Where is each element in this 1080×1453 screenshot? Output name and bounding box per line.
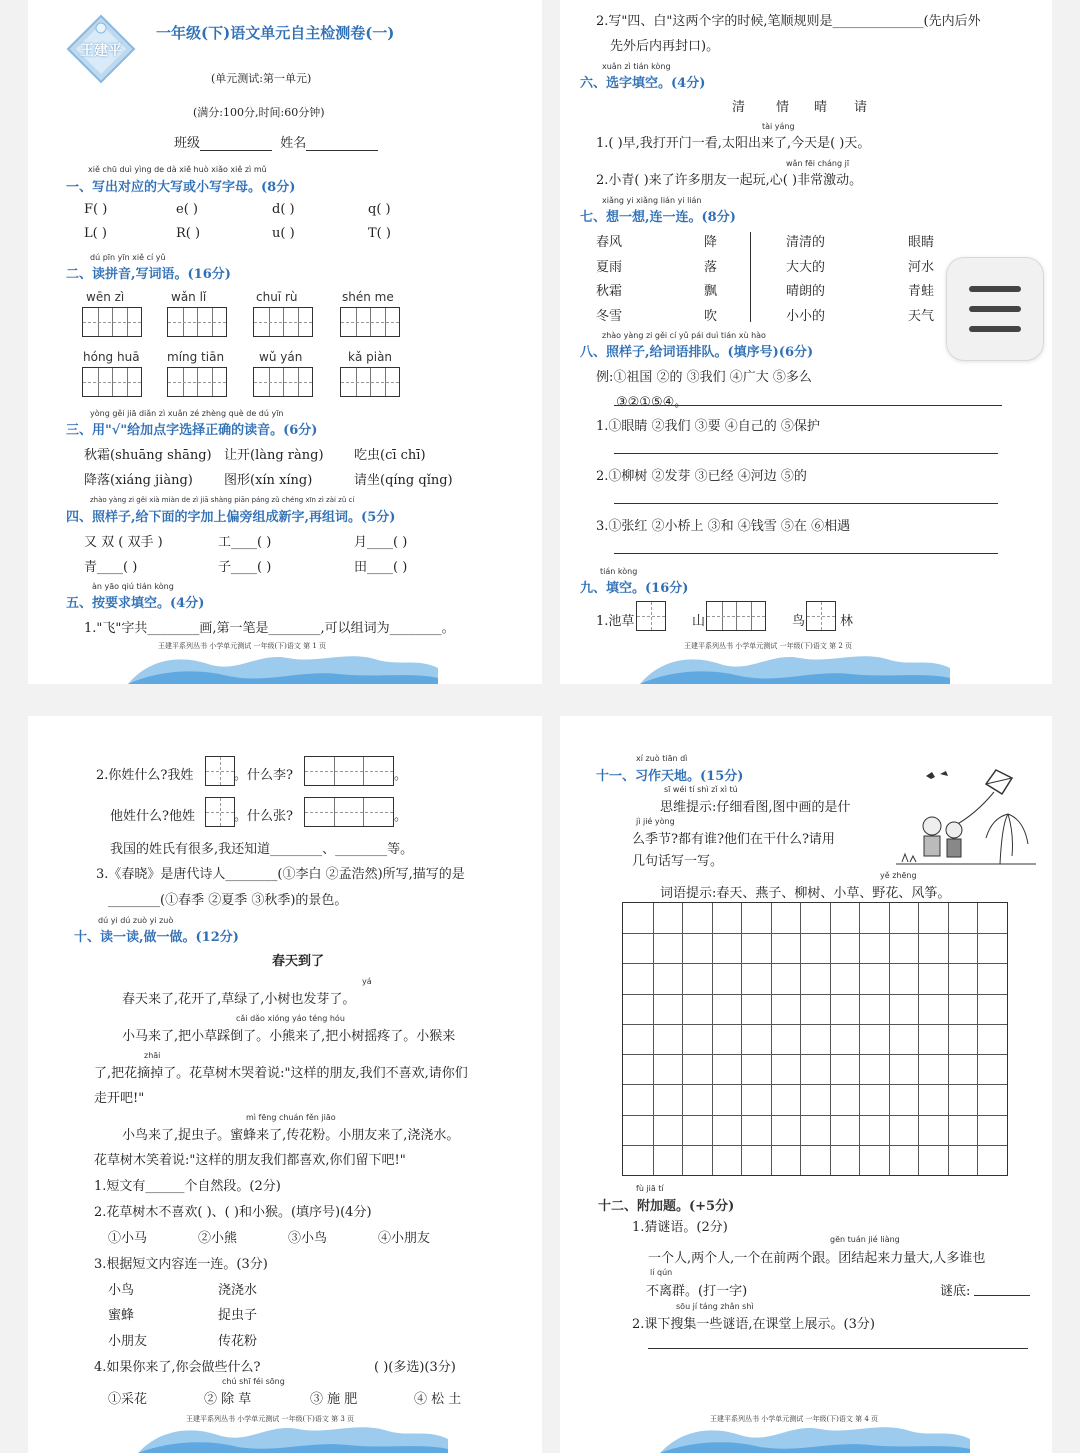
r2-option: ①小马: [108, 1231, 148, 1246]
s11-pinyin: xí zuò tiān dì: [636, 754, 688, 763]
answer-grid[interactable]: [304, 756, 394, 786]
s2-heading: 二、读拼音,写词语。(16分): [66, 267, 231, 282]
r3-right: 捉虫子: [218, 1308, 258, 1323]
writing-tip: 几句话写一写。: [632, 854, 724, 869]
floating-menu-button[interactable]: [946, 257, 1044, 361]
footer-wave: [660, 1421, 970, 1453]
r4-option: ④ 松 土: [414, 1392, 462, 1407]
s5-question-1: 1."飞"字共________画,第一笔是________,可以组词为________。: [84, 621, 455, 636]
answer-line[interactable]: [974, 1295, 1030, 1296]
grid-line: [623, 1024, 1007, 1025]
s7-word: 青蛙: [908, 284, 935, 299]
answer-grid[interactable]: [167, 367, 227, 397]
grid-line: [623, 1084, 1007, 1085]
s7-word: 秋霜: [596, 284, 623, 299]
answer-grid[interactable]: [82, 367, 142, 397]
s9-q1-label: 山: [692, 614, 706, 629]
answer-grid[interactable]: [167, 307, 227, 337]
s9-q1-label: 林: [840, 614, 854, 629]
riddle-collect-question: 2.课下搜集一些谜语,在课堂上展示。(3分): [632, 1317, 875, 1332]
answer-grid[interactable]: [304, 797, 394, 827]
s4-item: 又 双 ( 双手 ): [84, 535, 163, 550]
story-title: 春天到了: [272, 954, 325, 969]
grid-line: [800, 903, 801, 1175]
s1-item: q( ): [368, 202, 391, 217]
footer-wave: [128, 648, 438, 684]
s10-pinyin: dú yi dú zuò yi zuò: [98, 916, 174, 925]
name-label: 姓名: [280, 136, 307, 151]
q2-surname-line1b: 。什么李?: [234, 768, 293, 783]
answer-line[interactable]: [614, 453, 998, 454]
exam-title: 一年级(下)语文单元自主检测卷(一): [156, 24, 395, 42]
s9-heading: 九、填空。(16分): [580, 581, 689, 596]
answer-grid[interactable]: [82, 307, 142, 337]
riddle-text: 不离群。(打一字): [646, 1284, 748, 1299]
s3-item: 让开(làng ràng): [224, 448, 324, 463]
q2-text-continued: 先外后内再封口)。: [610, 39, 720, 54]
story-paragraph: 花草树木笑着说:"这样的朋友我们都喜欢,你们留下吧!": [94, 1153, 406, 1168]
grid-line: [623, 1054, 1007, 1055]
s7-divider: [750, 232, 751, 322]
exam-subtitle: (单元测试:第一单元): [211, 72, 312, 85]
r4-option: ② 除 草: [204, 1392, 252, 1407]
s6-pinyin: xuǎn zì tián kòng: [602, 62, 671, 71]
grid-line: [977, 903, 978, 1175]
riddle-pinyin: gēn tuán jié liàng: [830, 1235, 900, 1244]
riddle-text: 一个人,两个人,一个在前两个跟。团结起来力量大,人多谁也: [648, 1251, 986, 1266]
grid-line: [830, 903, 831, 1175]
s7-pinyin: xiǎng yi xiǎng lián yi lián: [602, 196, 702, 205]
page-footer: 王建平系列丛书 小学单元测试 一年级(下)语文 第 1 页: [158, 642, 327, 650]
answer-line[interactable]: [614, 553, 998, 554]
s4-item: 青____( ): [84, 560, 138, 575]
class-label: 班级: [174, 136, 201, 151]
grid-line: [623, 994, 1007, 995]
s7-heading: 七、想一想,连一连。(8分): [580, 210, 736, 225]
s7-word: 小小的: [786, 309, 826, 324]
q3-line1: 3.《春晓》是唐代诗人________(①李白 ②孟浩然)所写,描写的是: [96, 867, 465, 882]
r3-left: 小鸟: [108, 1283, 135, 1298]
grid-line: [623, 963, 1007, 964]
reading-question-4: 4.如果你来了,你会做些什么?: [94, 1360, 261, 1375]
s8-heading: 八、照样子,给词语排队。(填序号)(6分): [580, 345, 814, 360]
s2-pinyin-prompt: shén me: [342, 290, 394, 304]
r4-option: ③ 施 肥: [310, 1392, 358, 1407]
writing-tip: 么季节?都有谁?他们在干什么?请用: [632, 832, 835, 847]
r2-option: ④小朋友: [378, 1231, 431, 1246]
s10-heading: 十、读一读,做一做。(12分): [74, 930, 239, 945]
answer-line[interactable]: [648, 1348, 1028, 1349]
grid-line: [623, 1115, 1007, 1116]
s4-item: 田____( ): [354, 560, 408, 575]
p5-pinyin: mì fēng chuán fěn jiāo: [246, 1113, 336, 1122]
s3-item: 降落(xiáng jiàng): [84, 473, 193, 488]
s5-pinyin: àn yāo qiú tián kòng: [92, 582, 174, 591]
exam-page-3: 2.你姓什么?我姓 。什么李? 。 他姓什么?他姓 。什么张? 。 我国的姓氏有很多,我还知道________、________等。 3.《春晓》是唐代诗人________(①李白 ②孟浩然)所写,描写的是 ________(①春季 ②夏季 ③秋季)的景色。 dú yi dú zuò yi zuò 十、读一读,做一做。(12分) 春天到了 yá 春天来了,花开了,草绿了,小树也发芽了。 cǎi dǎo xióng yáo téng hóu 小马来了,把小草踩倒了。小熊来了,把小树摇疼了。小猴来 zhāi 了,把花摘掉了。花草树木哭着说:"这样的朋友,我们不喜欢,请你们 走开吧!" mì fēng chuán fěn jiāo 小鸟来了,捉虫子。蜜蜂来了,传花粉。小朋友来了,浇浇水。 花草树木笑着说:"这样的朋友我们都喜欢,你们留下吧!" 1.短文有______个自然段。(2分) 2.花草树木不喜欢( )、( )和小猴。(填序号)(4分) ①小马 ②小熊 ③小鸟 ④小朋友 3.根据短文内容连一连。(3分) 小鸟 蜜蜂 小朋友 浇浇水 捉虫子 传花粉 4.如果你来了,你会做些什么? ( )(多选)(3分) chú shī féi sōng ①采花 ② 除 草 ③ 施 肥 ④ 松 土 王建平系列丛书 小学单元测试 一年级(下)语文 第 3 页: [28, 716, 542, 1453]
grid-line: [712, 903, 713, 1175]
s6-word: 晴: [814, 100, 828, 115]
s1-heading: 一、写出对应的大写或小写字母。(8分): [66, 180, 296, 195]
s12-pinyin: fù jiā tí: [636, 1184, 664, 1193]
score-time: (满分:100分,时间:60分钟): [193, 106, 325, 119]
s7-word: 落: [704, 260, 718, 275]
s2-pinyin-prompt: míng tiān: [167, 350, 225, 364]
exam-page-4: [560, 716, 1052, 1453]
story-paragraph: 小鸟来了,捉虫子。蜜蜂来了,传花粉。小朋友来了,浇浇水。: [122, 1128, 460, 1143]
s8-question-3: 3.①张红 ②小桥上 ③和 ④钱雪 ⑤在 ⑥相遇: [596, 519, 851, 534]
s3-heading: 三、用"√"给加点字选择正确的读音。(6分): [66, 423, 318, 438]
r3-left: 小朋友: [108, 1334, 148, 1349]
s4-item: 工____( ): [218, 535, 272, 550]
s3-item: 秋霜(shuāng shāng): [84, 448, 212, 463]
page-footer: 王建平系列丛书 小学单元测试 一年级(下)语文 第 4 页: [710, 1415, 879, 1423]
grid-line: [771, 903, 772, 1175]
r4-pinyin: chú shī féi sōng: [222, 1377, 285, 1386]
s1-item: T( ): [368, 226, 391, 241]
kite-flying-illustration: [896, 764, 1036, 868]
grid-line: [918, 903, 919, 1175]
s1-item: F( ): [84, 202, 108, 217]
riddle-pinyin-2: lí qún: [650, 1268, 673, 1277]
s1-item: d( ): [272, 202, 295, 217]
answer-box[interactable]: [636, 601, 666, 631]
grid-line: [623, 1145, 1007, 1146]
logo-text: 王建平: [80, 43, 122, 59]
s7-word: 冬雪: [596, 309, 623, 324]
answer-grid[interactable]: [340, 307, 400, 337]
s5-heading: 五、按要求填空。(4分): [66, 596, 205, 611]
s2-pinyin-prompt: hóng huā: [83, 350, 140, 364]
story-paragraph: 小马来了,把小草踩倒了。小熊来了,把小树摇疼了。小猴来: [122, 1029, 456, 1044]
tip-pinyin-1: sī wéi tí shì zǐ xì tú: [664, 785, 738, 794]
s6-word: 清: [732, 100, 746, 115]
s8-pinyin: zhào yàng zi gěi cí yǔ pái duì tián xù hào: [602, 331, 766, 340]
exam-page-1: [28, 0, 542, 684]
answer-line[interactable]: [614, 405, 1002, 406]
q2-surname-line1a: 2.你姓什么?我姓: [96, 768, 194, 783]
grid-line: [682, 903, 683, 1175]
answer-grid[interactable]: [253, 367, 313, 397]
r2-option: ②小熊: [198, 1231, 238, 1246]
s7-word: 吹: [704, 309, 718, 324]
grid-line: [859, 903, 860, 1175]
p3-pinyin: zhāi: [144, 1051, 161, 1060]
page-footer: 王建平系列丛书 小学单元测试 一年级(下)语文 第 3 页: [186, 1415, 355, 1423]
footer-wave: [138, 1421, 448, 1453]
s2-pinyin-prompt: chuī rù: [256, 290, 298, 304]
s6-question-2: 2.小青( )来了许多朋友一起玩,心( )非常激动。: [596, 173, 863, 188]
s3-item: 图形(xín xíng): [224, 473, 313, 488]
r4-option: ①采花: [108, 1392, 148, 1407]
s9-pinyin: tián kòng: [600, 567, 638, 576]
answer-line[interactable]: [614, 503, 998, 504]
s3-pinyin: yòng gěi jiā diǎn zì xuǎn zé zhèng què de dú yīn: [90, 409, 284, 418]
s3-item: 吃虫(cī chī): [354, 448, 426, 463]
s8-question-1: 1.①眼睛 ②我们 ③要 ④自己的 ⑤保护: [596, 419, 820, 434]
grid-line: [653, 903, 654, 1175]
s4-pinyin: zhào yàng zi gěi xià miàn de zì jiā shàng piān páng zǔ chéng xīn zì zài zǔ cí: [90, 496, 355, 504]
s8-question-2: 2.①柳树 ②发芽 ③已经 ④河边 ⑤的: [596, 469, 807, 484]
story-paragraph: 春天来了,花开了,草绿了,小树也发芽了。: [122, 992, 356, 1007]
tip-pinyin-2: jì jié yòng: [636, 817, 675, 826]
answer-grid[interactable]: [253, 307, 313, 337]
s6-heading: 六、选字填空。(4分): [580, 76, 706, 91]
answer-box[interactable]: [806, 601, 836, 631]
hint-pinyin: yě zhēng: [880, 871, 917, 880]
s12-heading: 十二、附加题。(+5分): [598, 1199, 735, 1214]
s7-word: 眼睛: [908, 235, 935, 250]
q2-pinyin: sōu jí táng zhǎn shì: [676, 1302, 754, 1311]
s1-pinyin: xiě chū duì yìng de dà xiě huò xiǎo xiě zì mǔ: [88, 165, 267, 174]
s9-q1-label: 1.池草: [596, 614, 635, 629]
s7-word: 大大的: [786, 260, 826, 275]
s2-pinyin-prompt: wǎn lǐ: [171, 290, 207, 304]
r3-right: 浇浇水: [218, 1283, 258, 1298]
s6-word: 情: [776, 100, 790, 115]
s7-word: 夏雨: [596, 260, 623, 275]
s4-item: 子____( ): [218, 560, 272, 575]
s3-item: 请坐(qíng qǐng): [354, 473, 453, 488]
r3-right: 传花粉: [218, 1334, 258, 1349]
s7-word: 清清的: [786, 235, 826, 250]
r2-option: ③小鸟: [288, 1231, 328, 1246]
q2-text: 2.写"四、白"这两个字的时候,笔顺规则是______________(先内后外: [596, 14, 981, 29]
story-paragraph: 走开吧!": [94, 1091, 145, 1106]
q2-surnames-known: 我国的姓氏有很多,我还知道________、________等。: [110, 842, 414, 857]
composition-grid[interactable]: [622, 902, 1008, 1176]
answer-box[interactable]: [205, 756, 235, 786]
s4-item: 月____( ): [354, 535, 408, 550]
s2-pinyin-prompt: wēn zì: [86, 290, 125, 304]
s6-q2-pinyin: wǎn fēi cháng jī: [786, 159, 850, 168]
logo: [66, 14, 136, 84]
footer-wave: [640, 648, 950, 684]
r3-left: 蜜蜂: [108, 1308, 135, 1323]
riddle-question: 1.猜谜语。(2分): [632, 1220, 728, 1235]
p1-pinyin: yá: [362, 977, 372, 986]
s7-word: 飘: [704, 284, 718, 299]
s7-word: 晴朗的: [786, 284, 826, 299]
answer-grid[interactable]: [340, 367, 400, 397]
reading-question-3: 3.根据短文内容连一连。(3分): [94, 1257, 268, 1272]
grid-line: [948, 903, 949, 1175]
s6-q1-pinyin: tài yáng: [762, 122, 795, 131]
s2-pinyin: dú pīn yīn xiě cí yǔ: [90, 253, 166, 262]
p2-pinyin: cǎi dǎo xióng yáo téng hóu: [236, 1014, 345, 1023]
riddle-answer-label: 谜底:: [940, 1284, 971, 1299]
s1-item: R( ): [176, 226, 201, 241]
class-field: [174, 132, 378, 151]
writing-tip: 思维提示:仔细看图,图中画的是什: [660, 800, 851, 815]
grid-line: [889, 903, 890, 1175]
s1-item: L( ): [84, 226, 107, 241]
s1-item: u( ): [272, 226, 295, 241]
grid-line: [623, 933, 1007, 934]
s2-pinyin-prompt: wǔ yán: [259, 350, 303, 364]
reading-question-1: 1.短文有______个自然段。(2分): [94, 1179, 281, 1194]
reading-question-2: 2.花草树木不喜欢( )、( )和小猴。(填序号)(4分): [94, 1205, 372, 1220]
s4-heading: 四、照样子,给下面的字加上偏旁组成新字,再组词。(5分): [66, 510, 396, 525]
word-hint: 词语提示:春天、燕子、柳树、小草、野花、风筝。: [660, 886, 951, 901]
r4-answer: ( )(多选)(3分): [374, 1360, 456, 1375]
q2-surname-line2a: 他姓什么?他姓: [110, 809, 195, 824]
q2-surname-line2b: 。什么张?: [234, 809, 293, 824]
s7-word: 春风: [596, 235, 623, 250]
s6-question-1: 1.( )早,我打开门一看,太阳出来了,今天是( )天。: [596, 136, 871, 151]
s8-example-answer: ③②①⑤④。: [616, 395, 688, 410]
answer-box[interactable]: [205, 797, 235, 827]
s2-pinyin-prompt: kǎ piàn: [348, 350, 393, 364]
s7-word: 河水: [908, 260, 935, 275]
s11-heading: 十一、习作天地。(15分): [596, 769, 744, 784]
story-paragraph: 了,把花摘掉了。花草树木哭着说:"这样的朋友,我们不喜欢,请你们: [94, 1066, 468, 1081]
answer-grid[interactable]: [706, 601, 766, 631]
q3-line2: ________(①春季 ②夏季 ③秋季)的景色。: [108, 893, 348, 908]
s1-item: e( ): [176, 202, 198, 217]
s9-q1-label: 鸟: [792, 614, 806, 629]
grid-line: [741, 903, 742, 1175]
page-footer: 王建平系列丛书 小学单元测试 一年级(下)语文 第 2 页: [684, 642, 853, 650]
s7-word: 天气: [908, 309, 935, 324]
s7-word: 降: [704, 235, 718, 250]
s8-example: 例:①祖国 ②的 ③我们 ④广大 ⑤多么: [596, 370, 812, 385]
s6-word: 请: [854, 100, 868, 115]
